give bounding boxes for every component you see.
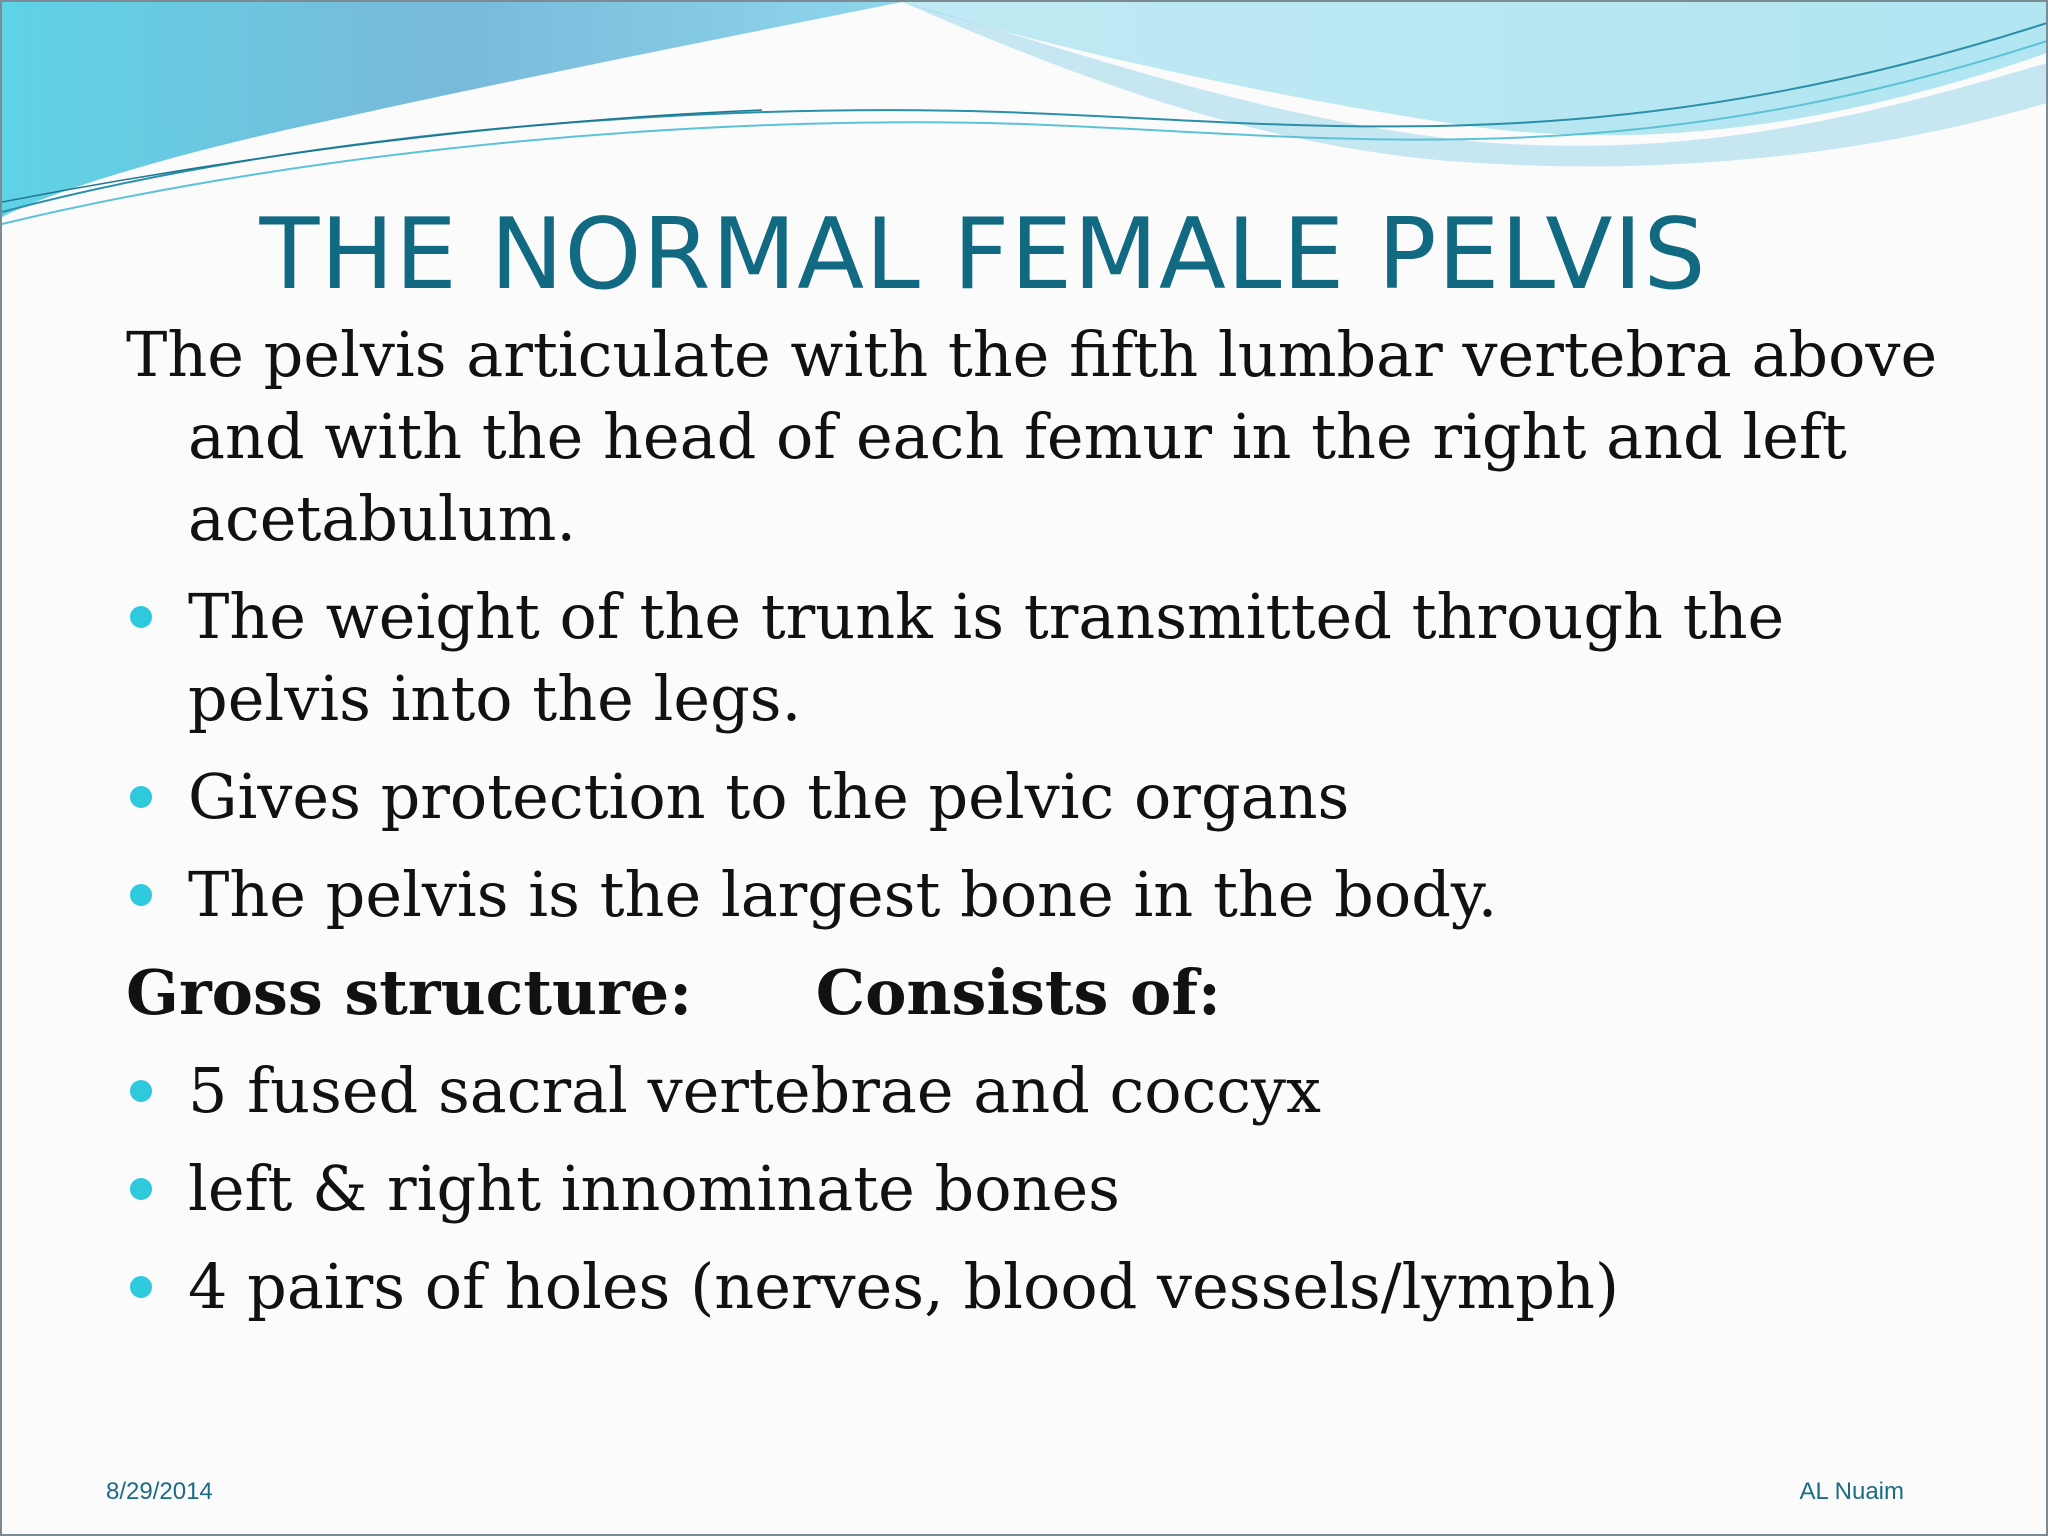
bullet-icon — [130, 786, 152, 808]
list-item-text: left & right innominate bones — [188, 1152, 1120, 1225]
bullet-icon — [130, 1080, 152, 1102]
footer-date: 8/29/2014 — [106, 1478, 213, 1505]
list-item-text: The weight of the trunk is transmitted through the pelvis into the legs. — [188, 580, 1785, 735]
list-item-text: Gives protection to the pelvic organs — [188, 760, 1350, 833]
bullet-icon — [130, 606, 152, 628]
list-item — [126, 1246, 1946, 1328]
list-item-text: 4 pairs of holes (nerves, blood vessels/lymph) — [188, 1250, 1620, 1323]
slide-title: THE NORMAL FEMALE PELVIS — [259, 198, 1707, 312]
bullet-icon — [130, 884, 152, 906]
consists-of-label: Consists of: — [815, 956, 1221, 1029]
footer-author: AL Nuaim — [1799, 1478, 1904, 1505]
list-item — [126, 1148, 1946, 1230]
list-item-text: 5 fused sacral vertebrae and coccyx — [188, 1054, 1322, 1127]
gross-structure-label: Gross structure: — [126, 956, 693, 1029]
list-item — [126, 576, 1946, 740]
slide-body — [126, 314, 1946, 1344]
intro-paragraph: The pelvis articulate with the fifth lumbar vertebra above and with the head of each femur in the right and left acetabulum. — [126, 318, 1938, 555]
list-item — [126, 854, 1946, 936]
bullet-icon — [130, 1276, 152, 1298]
gross-structure-heading — [126, 952, 1946, 1034]
list-item — [126, 756, 1946, 838]
bullet-icon — [130, 1178, 152, 1200]
list-item — [126, 1050, 1946, 1132]
list-item-text: The pelvis is the largest bone in the body. — [188, 858, 1498, 931]
